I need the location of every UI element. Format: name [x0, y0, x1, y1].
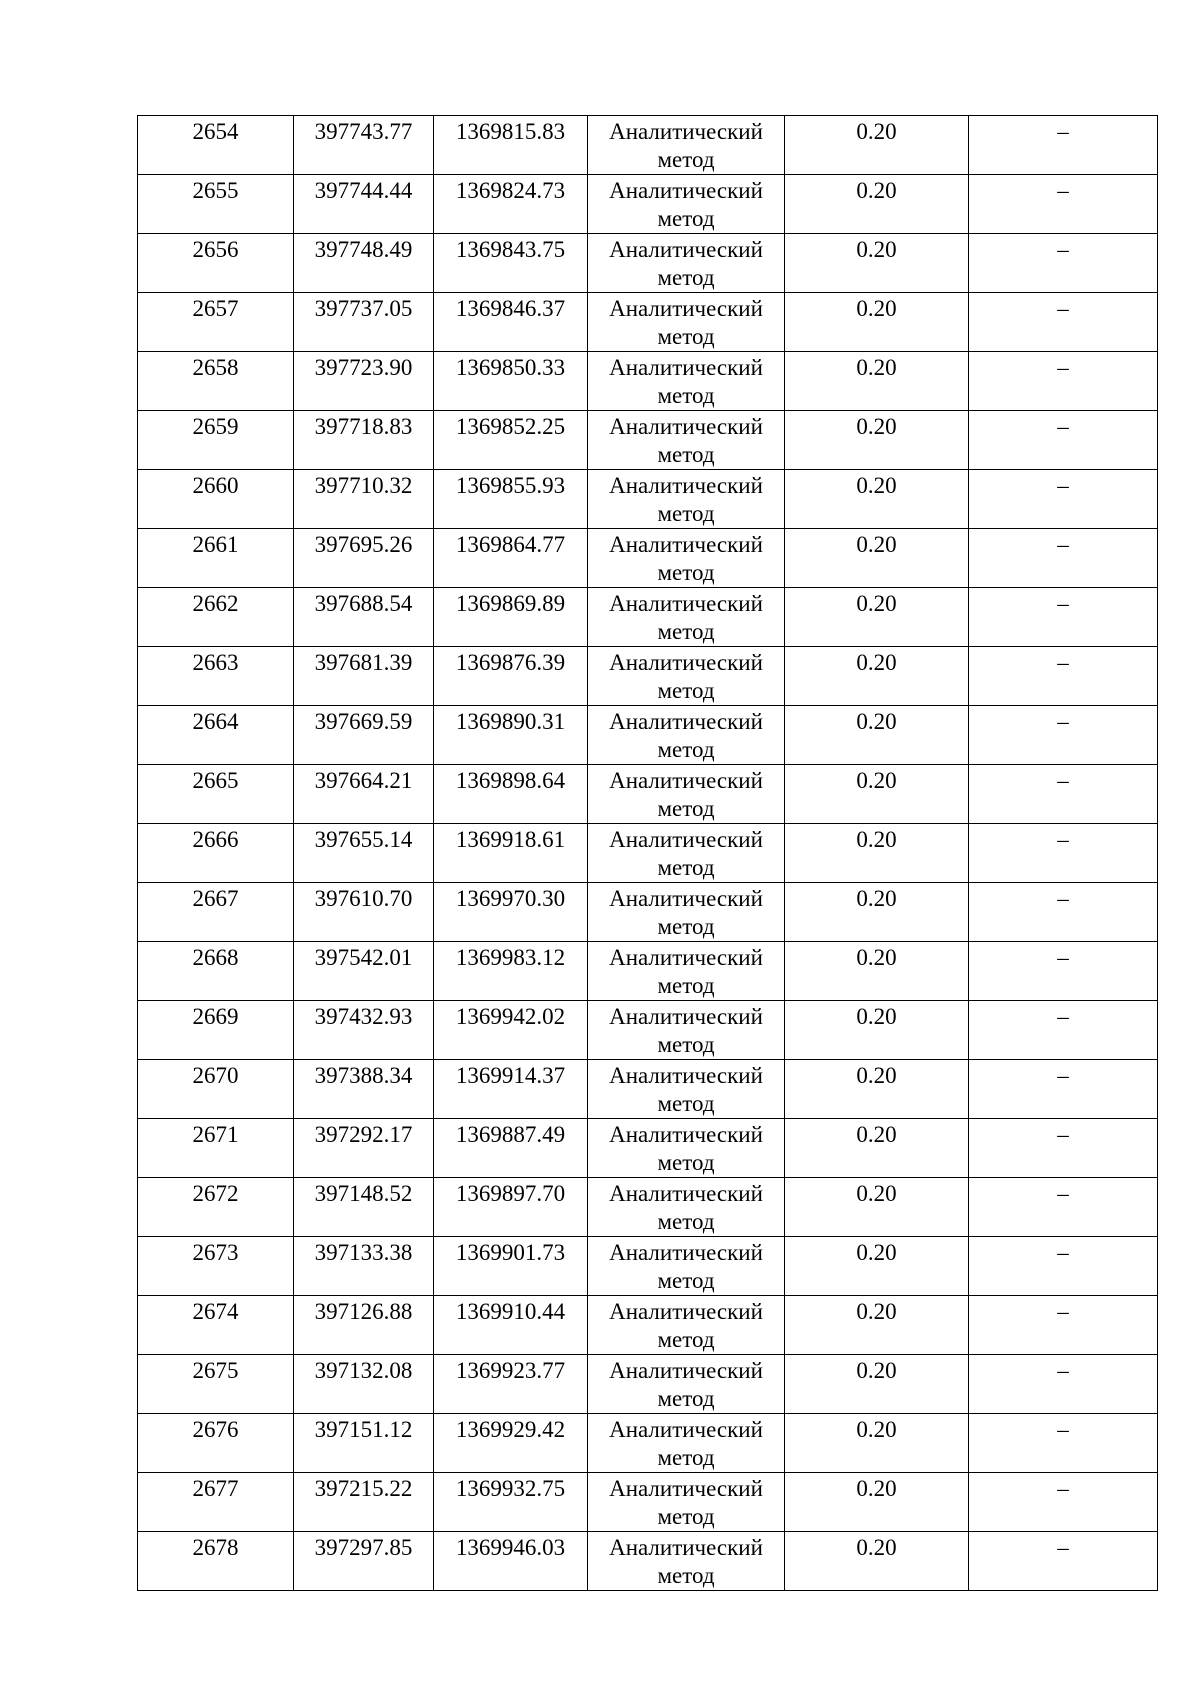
method-cell: Аналитический метод	[588, 234, 785, 293]
y-coordinate-cell: 1369876.39	[434, 647, 588, 706]
point-number-cell: 2670	[138, 1060, 294, 1119]
y-coordinate-cell: 1369855.93	[434, 470, 588, 529]
note-cell: –	[969, 588, 1158, 647]
method-cell: Аналитический метод	[588, 116, 785, 175]
method-cell: Аналитический метод	[588, 470, 785, 529]
accuracy-cell: 0.20	[785, 1296, 969, 1355]
x-coordinate-cell: 397723.90	[294, 352, 434, 411]
accuracy-cell: 0.20	[785, 352, 969, 411]
note-cell: –	[969, 175, 1158, 234]
note-cell: –	[969, 234, 1158, 293]
y-coordinate-cell: 1369923.77	[434, 1355, 588, 1414]
y-coordinate-cell: 1369850.33	[434, 352, 588, 411]
method-cell: Аналитический метод	[588, 588, 785, 647]
table-row	[138, 1237, 1158, 1296]
point-number-cell: 2674	[138, 1296, 294, 1355]
table-row	[138, 352, 1158, 411]
x-coordinate-cell: 397148.52	[294, 1178, 434, 1237]
y-coordinate-cell: 1369843.75	[434, 234, 588, 293]
method-cell: Аналитический метод	[588, 529, 785, 588]
table-row	[138, 234, 1158, 293]
point-number-cell: 2665	[138, 765, 294, 824]
y-coordinate-cell: 1369887.49	[434, 1119, 588, 1178]
x-coordinate-cell: 397669.59	[294, 706, 434, 765]
table-row	[138, 116, 1158, 175]
note-cell: –	[969, 1060, 1158, 1119]
y-coordinate-cell: 1369942.02	[434, 1001, 588, 1060]
method-cell: Аналитический метод	[588, 1178, 785, 1237]
point-number-cell: 2662	[138, 588, 294, 647]
point-number-cell: 2676	[138, 1414, 294, 1473]
accuracy-cell: 0.20	[785, 1060, 969, 1119]
table-row	[138, 942, 1158, 1001]
x-coordinate-cell: 397432.93	[294, 1001, 434, 1060]
table-row	[138, 588, 1158, 647]
x-coordinate-cell: 397215.22	[294, 1473, 434, 1532]
note-cell: –	[969, 824, 1158, 883]
accuracy-cell: 0.20	[785, 1119, 969, 1178]
y-coordinate-cell: 1369901.73	[434, 1237, 588, 1296]
note-cell: –	[969, 1001, 1158, 1060]
note-cell: –	[969, 706, 1158, 765]
note-cell: –	[969, 942, 1158, 1001]
point-number-cell: 2660	[138, 470, 294, 529]
note-cell: –	[969, 411, 1158, 470]
table-row	[138, 1414, 1158, 1473]
y-coordinate-cell: 1369864.77	[434, 529, 588, 588]
y-coordinate-cell: 1369946.03	[434, 1532, 588, 1591]
x-coordinate-cell: 397748.49	[294, 234, 434, 293]
coordinates-table	[137, 115, 1158, 1591]
accuracy-cell: 0.20	[785, 470, 969, 529]
point-number-cell: 2664	[138, 706, 294, 765]
point-number-cell: 2678	[138, 1532, 294, 1591]
note-cell: –	[969, 1473, 1158, 1532]
point-number-cell: 2668	[138, 942, 294, 1001]
x-coordinate-cell: 397297.85	[294, 1532, 434, 1591]
accuracy-cell: 0.20	[785, 175, 969, 234]
y-coordinate-cell: 1369898.64	[434, 765, 588, 824]
point-number-cell: 2661	[138, 529, 294, 588]
table-row	[138, 1473, 1158, 1532]
method-cell: Аналитический метод	[588, 293, 785, 352]
x-coordinate-cell: 397292.17	[294, 1119, 434, 1178]
y-coordinate-cell: 1369929.42	[434, 1414, 588, 1473]
note-cell: –	[969, 352, 1158, 411]
point-number-cell: 2669	[138, 1001, 294, 1060]
y-coordinate-cell: 1369869.89	[434, 588, 588, 647]
table-row	[138, 883, 1158, 942]
x-coordinate-cell: 397132.08	[294, 1355, 434, 1414]
point-number-cell: 2671	[138, 1119, 294, 1178]
method-cell: Аналитический метод	[588, 765, 785, 824]
point-number-cell: 2677	[138, 1473, 294, 1532]
accuracy-cell: 0.20	[785, 1178, 969, 1237]
point-number-cell: 2659	[138, 411, 294, 470]
x-coordinate-cell: 397710.32	[294, 470, 434, 529]
method-cell: Аналитический метод	[588, 1001, 785, 1060]
method-cell: Аналитический метод	[588, 883, 785, 942]
y-coordinate-cell: 1369824.73	[434, 175, 588, 234]
point-number-cell: 2663	[138, 647, 294, 706]
point-number-cell: 2657	[138, 293, 294, 352]
note-cell: –	[969, 116, 1158, 175]
note-cell: –	[969, 647, 1158, 706]
method-cell: Аналитический метод	[588, 1119, 785, 1178]
y-coordinate-cell: 1369932.75	[434, 1473, 588, 1532]
method-cell: Аналитический метод	[588, 1473, 785, 1532]
accuracy-cell: 0.20	[785, 411, 969, 470]
accuracy-cell: 0.20	[785, 1473, 969, 1532]
method-cell: Аналитический метод	[588, 1355, 785, 1414]
x-coordinate-cell: 397133.38	[294, 1237, 434, 1296]
table-row	[138, 1178, 1158, 1237]
accuracy-cell: 0.20	[785, 234, 969, 293]
note-cell: –	[969, 883, 1158, 942]
x-coordinate-cell: 397126.88	[294, 1296, 434, 1355]
accuracy-cell: 0.20	[785, 116, 969, 175]
method-cell: Аналитический метод	[588, 1296, 785, 1355]
y-coordinate-cell: 1369914.37	[434, 1060, 588, 1119]
y-coordinate-cell: 1369970.30	[434, 883, 588, 942]
y-coordinate-cell: 1369852.25	[434, 411, 588, 470]
x-coordinate-cell: 397664.21	[294, 765, 434, 824]
x-coordinate-cell: 397695.26	[294, 529, 434, 588]
y-coordinate-cell: 1369815.83	[434, 116, 588, 175]
table-row	[138, 411, 1158, 470]
accuracy-cell: 0.20	[785, 1414, 969, 1473]
note-cell: –	[969, 293, 1158, 352]
table-row	[138, 647, 1158, 706]
accuracy-cell: 0.20	[785, 647, 969, 706]
note-cell: –	[969, 1414, 1158, 1473]
table-row	[138, 706, 1158, 765]
x-coordinate-cell: 397744.44	[294, 175, 434, 234]
method-cell: Аналитический метод	[588, 352, 785, 411]
x-coordinate-cell: 397743.77	[294, 116, 434, 175]
table-row	[138, 1532, 1158, 1591]
note-cell: –	[969, 470, 1158, 529]
accuracy-cell: 0.20	[785, 765, 969, 824]
point-number-cell: 2667	[138, 883, 294, 942]
table-row	[138, 765, 1158, 824]
accuracy-cell: 0.20	[785, 883, 969, 942]
x-coordinate-cell: 397718.83	[294, 411, 434, 470]
note-cell: –	[969, 1296, 1158, 1355]
accuracy-cell: 0.20	[785, 588, 969, 647]
method-cell: Аналитический метод	[588, 706, 785, 765]
table-row	[138, 824, 1158, 883]
accuracy-cell: 0.20	[785, 706, 969, 765]
x-coordinate-cell: 397610.70	[294, 883, 434, 942]
x-coordinate-cell: 397655.14	[294, 824, 434, 883]
point-number-cell: 2656	[138, 234, 294, 293]
method-cell: Аналитический метод	[588, 647, 785, 706]
y-coordinate-cell: 1369918.61	[434, 824, 588, 883]
x-coordinate-cell: 397542.01	[294, 942, 434, 1001]
accuracy-cell: 0.20	[785, 293, 969, 352]
table-row	[138, 470, 1158, 529]
table-row	[138, 175, 1158, 234]
y-coordinate-cell: 1369846.37	[434, 293, 588, 352]
method-cell: Аналитический метод	[588, 1414, 785, 1473]
point-number-cell: 2658	[138, 352, 294, 411]
coordinates-table-body	[138, 116, 1158, 1591]
point-number-cell: 2666	[138, 824, 294, 883]
point-number-cell: 2673	[138, 1237, 294, 1296]
note-cell: –	[969, 1355, 1158, 1414]
accuracy-cell: 0.20	[785, 529, 969, 588]
x-coordinate-cell: 397688.54	[294, 588, 434, 647]
y-coordinate-cell: 1369897.70	[434, 1178, 588, 1237]
note-cell: –	[969, 1237, 1158, 1296]
table-row	[138, 1060, 1158, 1119]
accuracy-cell: 0.20	[785, 824, 969, 883]
method-cell: Аналитический метод	[588, 1532, 785, 1591]
x-coordinate-cell: 397737.05	[294, 293, 434, 352]
table-row	[138, 1355, 1158, 1414]
table-row	[138, 1001, 1158, 1060]
x-coordinate-cell: 397388.34	[294, 1060, 434, 1119]
table-row	[138, 529, 1158, 588]
y-coordinate-cell: 1369983.12	[434, 942, 588, 1001]
y-coordinate-cell: 1369910.44	[434, 1296, 588, 1355]
note-cell: –	[969, 1178, 1158, 1237]
point-number-cell: 2675	[138, 1355, 294, 1414]
table-row	[138, 293, 1158, 352]
method-cell: Аналитический метод	[588, 411, 785, 470]
method-cell: Аналитический метод	[588, 824, 785, 883]
accuracy-cell: 0.20	[785, 942, 969, 1001]
note-cell: –	[969, 765, 1158, 824]
point-number-cell: 2654	[138, 116, 294, 175]
note-cell: –	[969, 529, 1158, 588]
accuracy-cell: 0.20	[785, 1237, 969, 1296]
point-number-cell: 2672	[138, 1178, 294, 1237]
point-number-cell: 2655	[138, 175, 294, 234]
y-coordinate-cell: 1369890.31	[434, 706, 588, 765]
table-row	[138, 1296, 1158, 1355]
note-cell: –	[969, 1532, 1158, 1591]
accuracy-cell: 0.20	[785, 1355, 969, 1414]
method-cell: Аналитический метод	[588, 1060, 785, 1119]
note-cell: –	[969, 1119, 1158, 1178]
method-cell: Аналитический метод	[588, 1237, 785, 1296]
x-coordinate-cell: 397681.39	[294, 647, 434, 706]
accuracy-cell: 0.20	[785, 1001, 969, 1060]
table-row	[138, 1119, 1158, 1178]
method-cell: Аналитический метод	[588, 175, 785, 234]
method-cell: Аналитический метод	[588, 942, 785, 1001]
x-coordinate-cell: 397151.12	[294, 1414, 434, 1473]
accuracy-cell: 0.20	[785, 1532, 969, 1591]
